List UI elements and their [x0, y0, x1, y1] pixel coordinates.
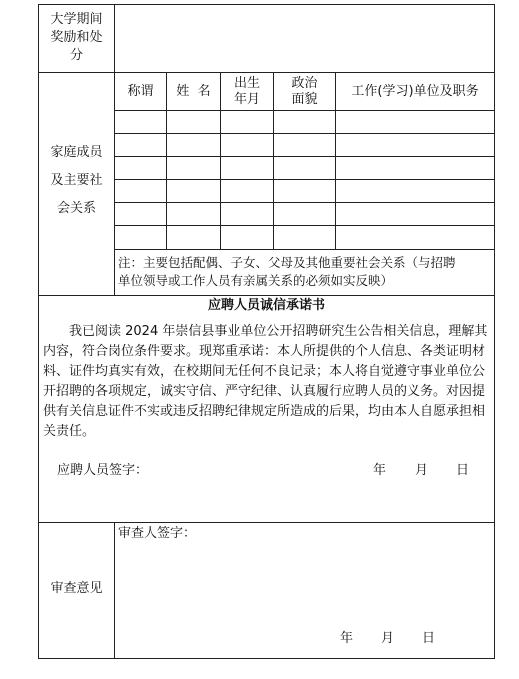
reviewer-signature-label: 审查人签字：	[118, 526, 197, 541]
frame-top-border	[38, 4, 495, 5]
family-note-top	[114, 249, 495, 250]
review-day-label: 日	[422, 631, 436, 646]
family-label-line-3: 会关系	[56, 201, 96, 216]
awards-label-line-2: 奖励和处	[50, 30, 103, 45]
frame-left-border	[38, 4, 39, 659]
awards-bottom-border	[38, 72, 495, 73]
header-political-line-2: 面貌	[291, 92, 318, 107]
header-birth-line-1: 出生	[233, 76, 260, 91]
family-row-line-4	[114, 202, 495, 203]
review-month-label: 月	[381, 631, 395, 646]
header-title: 称谓	[127, 84, 154, 99]
review-year-label: 年	[340, 631, 354, 646]
header-birth-line-2: 年月	[233, 92, 260, 107]
family-row-line-1	[114, 133, 495, 134]
applicant-signature-label: 应聘人员签字：	[57, 463, 149, 478]
pledge-title: 应聘人员诚信承诺书	[207, 298, 325, 313]
header-name: 姓 名	[176, 84, 211, 99]
frame-right-border	[494, 4, 495, 659]
family-label-line-1: 家庭成员	[50, 145, 103, 160]
family-row-line-5	[114, 225, 495, 226]
pledge-year-label: 年	[373, 463, 387, 478]
frame-bottom-border	[38, 658, 495, 659]
family-note-line-1: 注：主要包括配偶、子女、父母及其他重要社会关系（与招聘	[118, 255, 456, 270]
label-column-divider	[114, 4, 115, 296]
review-label-divider	[114, 522, 115, 659]
awards-label-line-1: 大学期间	[50, 12, 103, 27]
pledge-bottom-border	[38, 522, 495, 523]
awards-label-line-3: 分	[69, 48, 83, 63]
family-row-line-2	[114, 156, 495, 157]
review-label: 审查意见	[50, 581, 103, 596]
family-note-line-2: 单位领导或工作人员有亲属关系的必须如实反映）	[118, 273, 394, 288]
family-row-line-3	[114, 179, 495, 180]
pledge-month-label: 月	[415, 463, 429, 478]
pledge-day-label: 日	[456, 463, 470, 478]
family-label-line-2: 及主要社	[50, 173, 103, 188]
family-bottom-border	[38, 295, 495, 296]
header-work-unit: 工作(学习)单位及职务	[351, 84, 479, 99]
family-header-bottom	[114, 110, 495, 111]
header-political-line-1: 政治	[291, 76, 318, 91]
pledge-body: 我已阅读 2024 年崇信县事业单位公开招聘研究生公告相关信息，理解其内容，符合岗位条件要求。现郑重承诺：本人所提供的个人信息、各类证明材料、证件均真实有效，在校期间无任何不良记录；本人将自觉遵守事业单位公开招聘的各项规定，诚实守信、严守纪律、认真履行应聘人员的义务。对因提供有关信息证件不实或违反招聘纪律规定所造成的后果，均由本人自愿承担相关责任。	[43, 324, 488, 439]
